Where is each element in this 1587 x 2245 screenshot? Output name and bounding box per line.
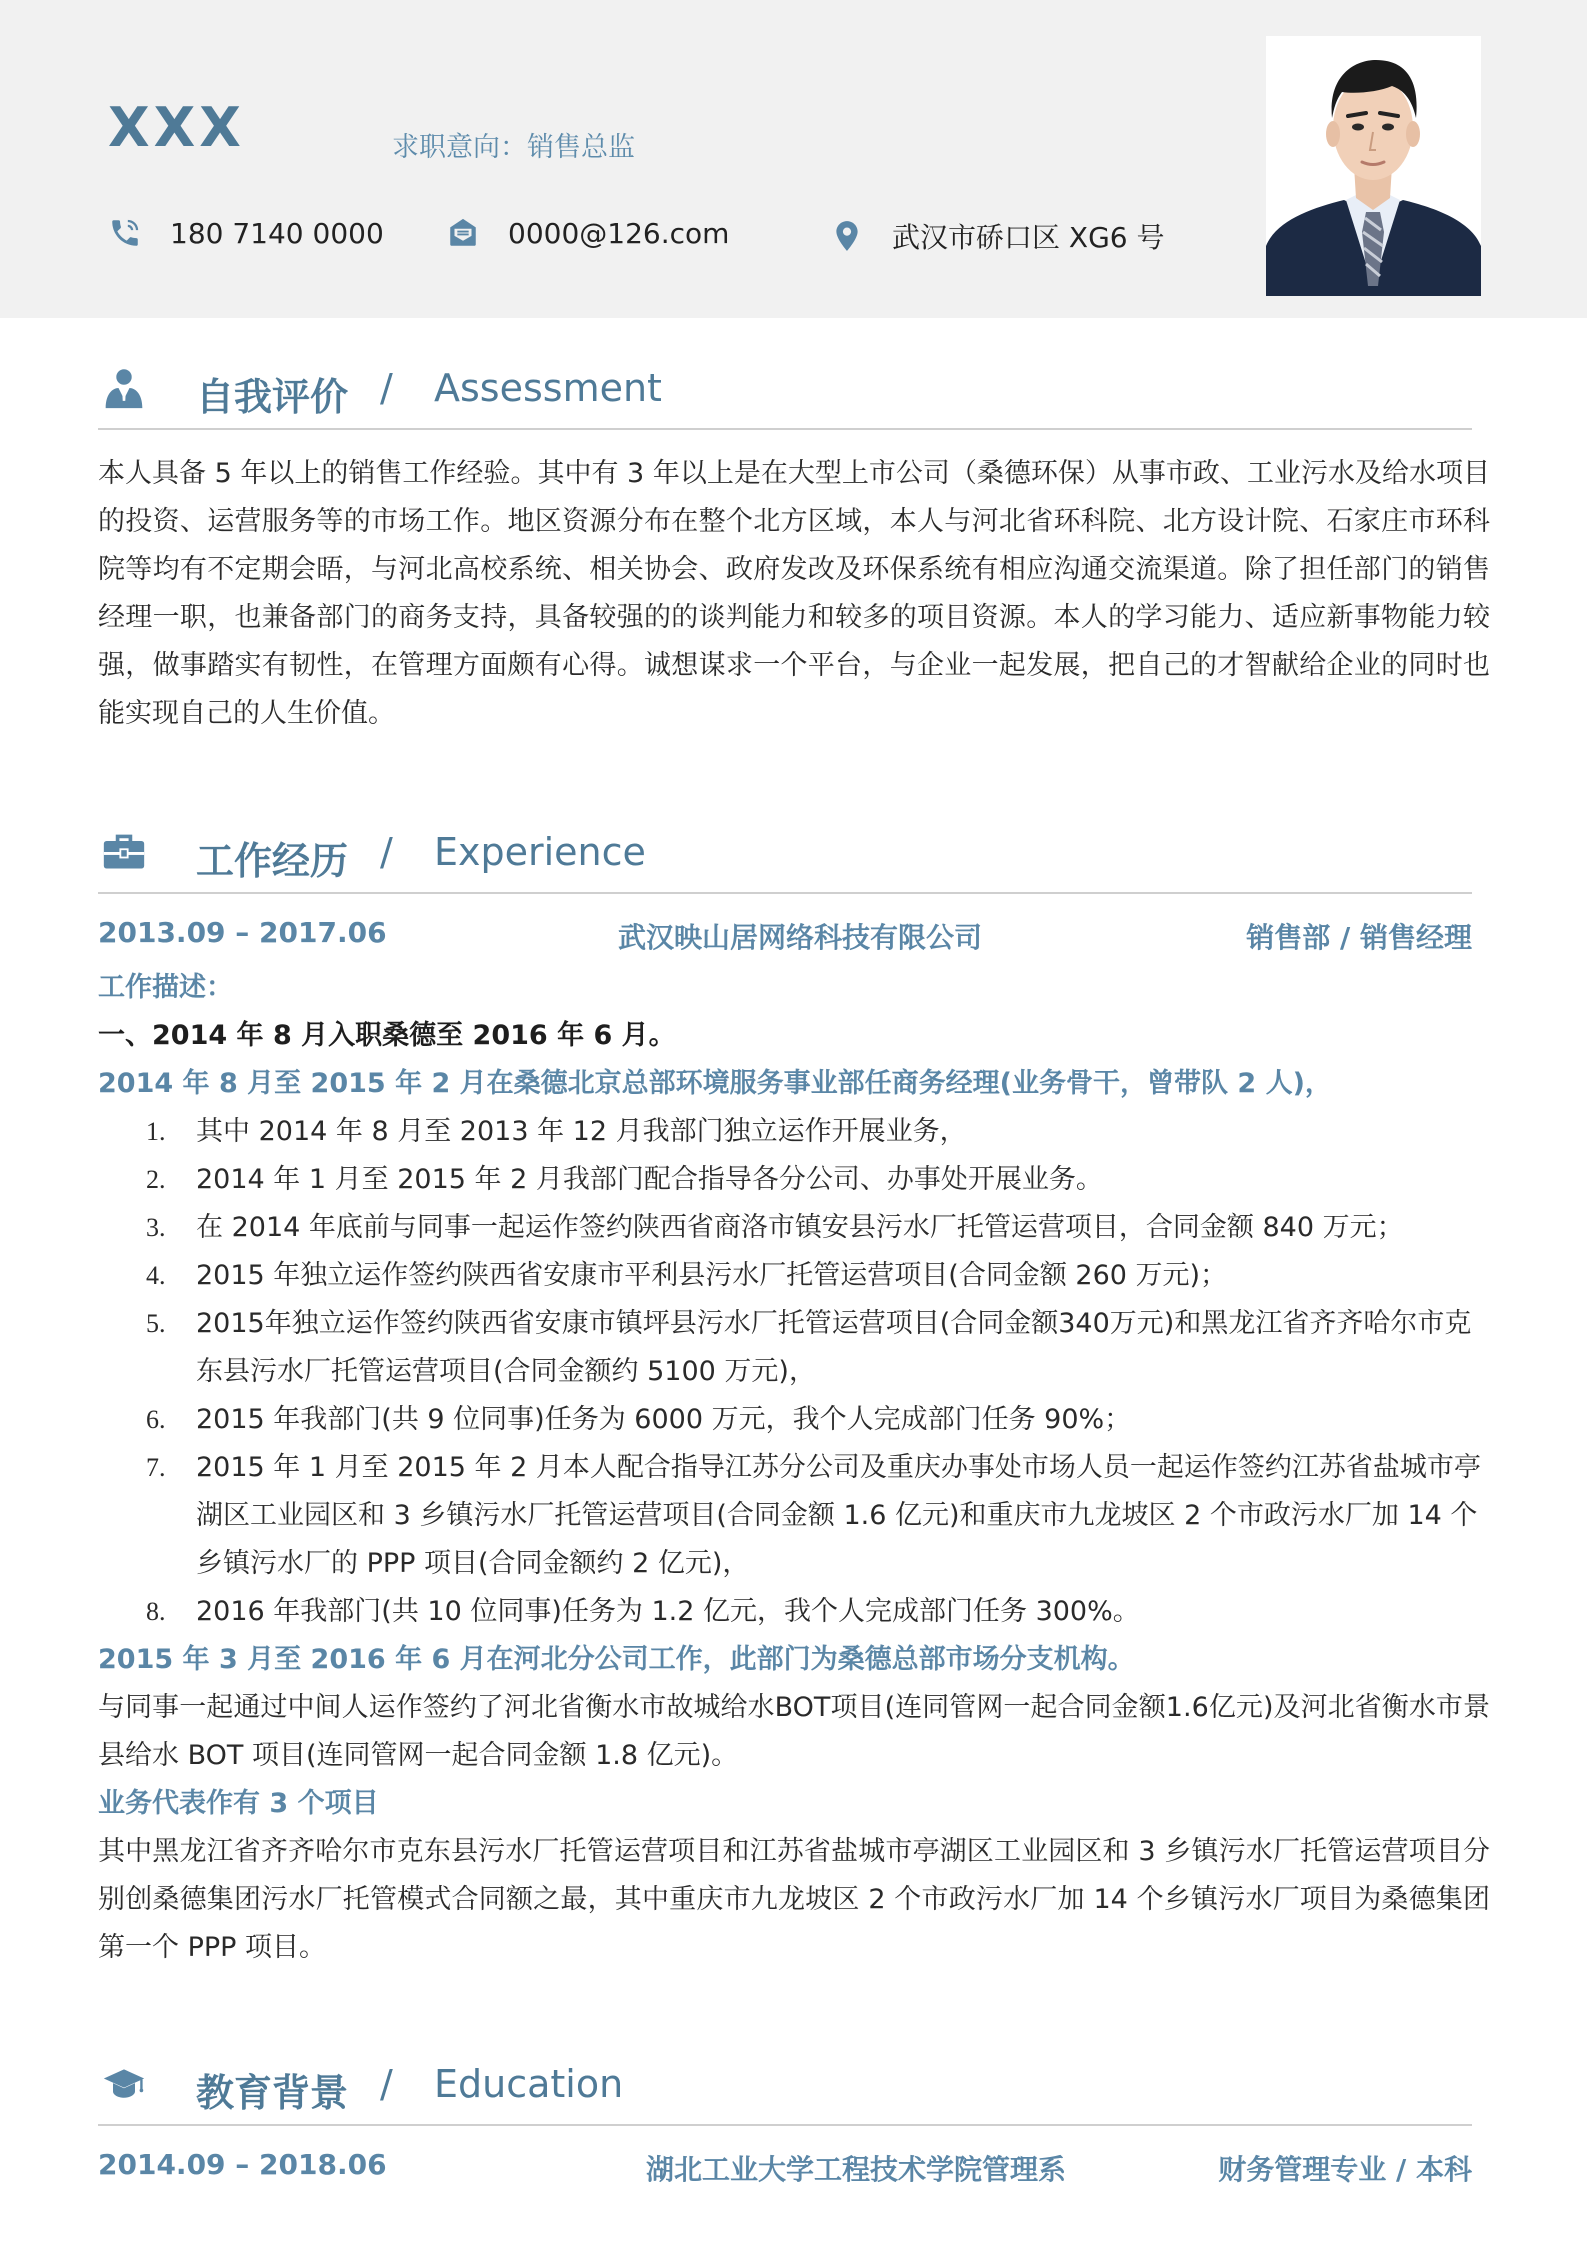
education-entry	[98, 2148, 1472, 2196]
contact-email	[446, 216, 729, 250]
portrait-illustration	[1266, 36, 1481, 296]
achievement-list	[98, 1108, 1490, 1636]
list-item-text: 其中 2014 年 8 月至 2013 年 12 月我部门独立运作开展业务，	[196, 1116, 967, 1147]
list-item	[98, 1588, 1490, 1636]
location-pin-icon	[830, 219, 864, 253]
assessment-title-slash: /	[380, 366, 393, 410]
resume-header	[0, 0, 1587, 318]
education-major: 财务管理专业 / 本科	[1218, 2153, 1472, 2186]
hebei-projects-text: 与同事一起通过中间人运作签约了河北省衡水市故城给水BOT项目(连同管网一起合同金额1.6亿元)及河北省衡水市景县给水 BOT 项目(连同管网一起合同金额 1.8 亿元)。	[98, 1692, 1490, 1771]
work-period-heading: 一、2014 年 8 月入职桑德至 2016 年 6 月。	[98, 1020, 676, 1051]
assessment-title-en: Assessment	[434, 366, 662, 410]
list-item	[98, 1252, 1490, 1300]
work-description-label: 工作描述：	[98, 972, 233, 1003]
home-address: 武汉市硚口区 XG6 号	[892, 221, 1165, 254]
list-item-text: 在 2014 年底前与同事一起运作签约陕西省商洛市镇安县污水厂托管运营项目，合同金额 840 万元；	[196, 1212, 1404, 1243]
profile-photo	[1266, 36, 1481, 296]
representative-projects-text: 其中黑龙江省齐齐哈尔市克东县污水厂托管运营项目和江苏省盐城市亭湖区工业园区和 3 乡镇污水厂托管运营项目分别创桑德集团污水厂托管模式合同额之最，其中重庆市九龙坡区 2 个市政污水厂加 14 个乡镇污水厂项目为桑德集团第一个 PPP 项目。	[98, 1836, 1490, 1963]
list-item-text: 2015 年 1 月至 2015 年 2 月本人配合指导江苏分公司及重庆办事处市场人员一起运作签约江苏省盐城市亭湖区工业园区和 3 乡镇污水厂托管运营项目(合同金额 1.6 亿元)和重庆市九龙坡区 2 个市政污水厂加 14 个乡镇污水厂的 PPP 项目(合同金额约 2 亿元)，	[196, 1452, 1481, 1579]
list-item-number: 8.	[146, 1597, 166, 1626]
assessment-title-cn: 自我评价	[196, 375, 349, 419]
assessment-section-header	[98, 360, 1472, 430]
experience-title-cn: 工作经历	[196, 839, 349, 883]
list-item	[98, 1396, 1490, 1444]
list-item-text: 2015 年我部门(共 9 位同事)任务为 6000 万元，我个人完成部门任务 90%；	[196, 1404, 1132, 1435]
contact-phone	[108, 216, 384, 250]
experience-period: 2013.09 – 2017.06	[98, 916, 387, 949]
list-item-number: 5.	[146, 1309, 166, 1338]
list-item-text: 2014 年 1 月至 2015 年 2 月我部门配合指导各分公司、办事处开展业务。	[196, 1164, 1103, 1195]
list-item-text: 2015 年独立运作签约陕西省安康市平利县污水厂托管运营项目(合同金额 260 万元)；	[196, 1260, 1228, 1291]
list-item-text: 2016 年我部门(共 10 位同事)任务为 1.2 亿元，我个人完成部门任务 300%。	[196, 1596, 1140, 1627]
list-item-number: 2.	[146, 1165, 166, 1194]
contact-address	[830, 216, 1165, 256]
candidate-name: XXX	[108, 96, 245, 159]
experience-role: 销售部 / 销售经理	[1246, 921, 1472, 954]
list-item-number: 7.	[146, 1453, 166, 1482]
work-subheading-beijing: 2014 年 8 月至 2015 年 2 月在桑德北京总部环境服务事业部任商务经理(业务骨干，曾带队 2 人)，	[98, 1068, 1332, 1099]
list-item-number: 3.	[146, 1213, 166, 1242]
phone-number: 180 7140 0000	[170, 216, 384, 250]
work-subheading-hebei: 2015 年 3 月至 2016 年 6 月在河北分公司工作，此部门为桑德总部市场分支机构。	[98, 1644, 1135, 1675]
representative-projects-heading: 业务代表作有 3 个项目	[98, 1788, 379, 1819]
education-period: 2014.09 – 2018.06	[98, 2148, 387, 2181]
experience-title-slash: /	[380, 830, 393, 874]
envelope-icon	[446, 216, 480, 250]
list-item-number: 1.	[146, 1117, 166, 1146]
list-item	[98, 1156, 1490, 1204]
graduation-cap-icon	[102, 2062, 146, 2106]
experience-entry-header	[98, 916, 1472, 964]
education-title-slash: /	[380, 2062, 393, 2106]
education-title-en: Education	[434, 2062, 624, 2106]
experience-title-en: Experience	[434, 830, 646, 874]
list-item-number: 6.	[146, 1405, 166, 1434]
education-title-cn: 教育背景	[196, 2071, 349, 2115]
experience-company: 武汉映山居网络科技有限公司	[618, 921, 983, 954]
email-address: 0000@126.com	[508, 216, 730, 250]
list-item	[98, 1108, 1490, 1156]
list-item	[98, 1300, 1490, 1396]
list-item-text: 2015年独立运作签约陕西省安康市镇坪县污水厂托管运营项目(合同金额340万元)和黑龙江省齐齐哈尔市克东县污水厂托管运营项目(合同金额约 5100 万元)，	[196, 1308, 1472, 1387]
education-section-header	[98, 2056, 1472, 2126]
briefcase-icon	[102, 830, 146, 874]
list-item-number: 4.	[146, 1261, 166, 1290]
job-objective: 求职意向：销售总监	[392, 132, 635, 163]
education-school: 湖北工业大学工程技术学院管理系	[646, 2153, 1067, 2186]
list-item	[98, 1204, 1490, 1252]
assessment-text: 本人具备 5 年以上的销售工作经验。其中有 3 年以上是在大型上市公司（桑德环保）从事市政、工业污水及给水项目的投资、运营服务等的市场工作。地区资源分布在整个北方区域，本人与河北省环科院、北方设计院、石家庄市环科院等均有不定期会晤，与河北高校系统、相关协会、政府发改及环保系统有相应沟通交流渠道。除了担任部门的销售经理一职，也兼备部门的商务支持，具备较强的的谈判能力和较多的项目资源。本人的学习能力、适应新事物能力较强，做事踏实有韧性，在管理方面颇有心得。诚想谋求一个平台，与企业一起发展，把自己的才智献给企业的同时也能实现自己的人生价值。	[98, 458, 1490, 729]
person-icon	[102, 366, 146, 410]
list-item	[98, 1444, 1490, 1588]
phone-icon	[108, 216, 142, 250]
experience-section-header	[98, 824, 1472, 894]
